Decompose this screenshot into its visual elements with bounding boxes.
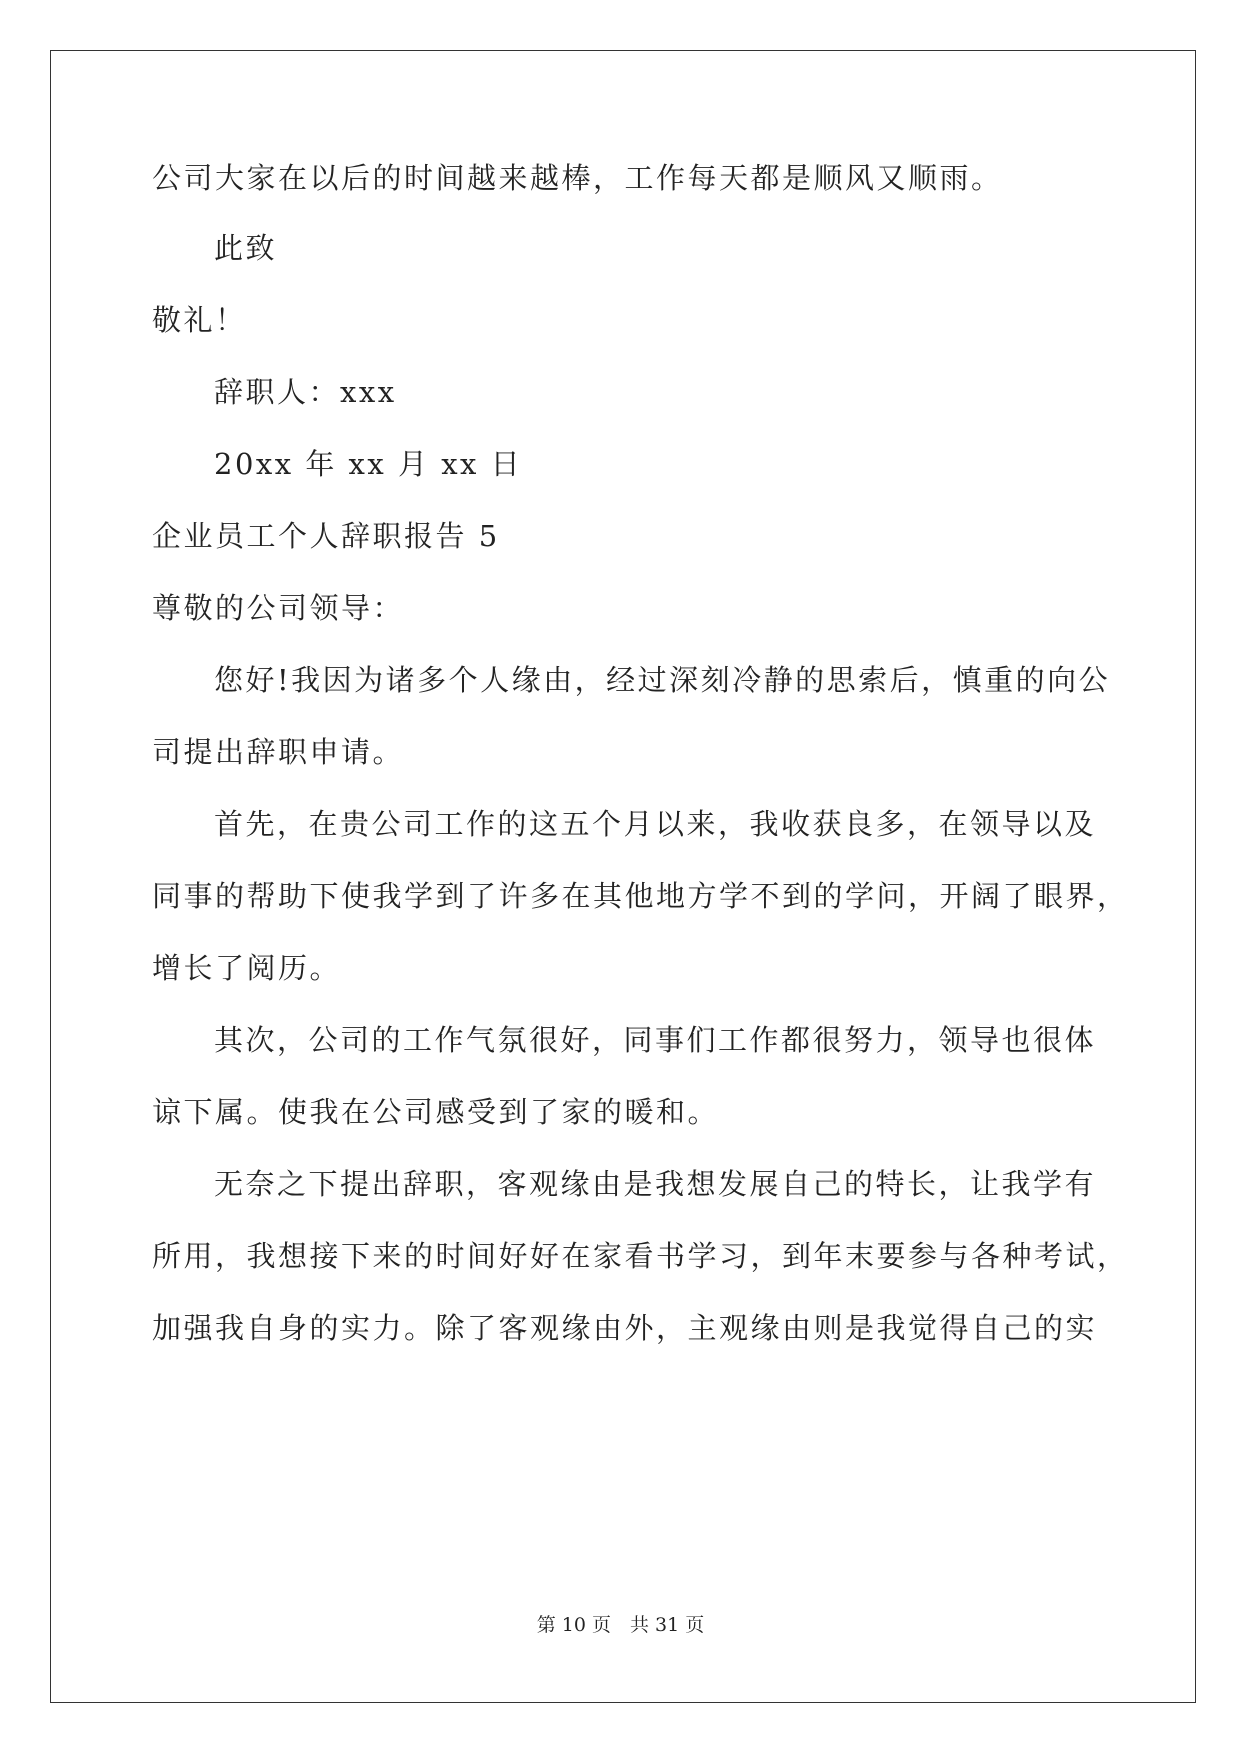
salutation: 尊敬的公司领导： <box>152 591 405 625</box>
text-line: 其次，公司的工作气氛很好，同事们工作都很努力，领导也很体 <box>214 1023 1097 1057</box>
page-footer <box>0 1612 1241 1638</box>
text-line: 辞职人：xxx <box>214 375 397 409</box>
text-line: 20xx 年 xx 月 xx 日 <box>214 447 523 481</box>
text-line: 公司大家在以后的时间越来越棒，工作每天都是顺风又顺雨。 <box>152 161 1003 195</box>
text-line: 谅下属。使我在公司感受到了家的暖和。 <box>152 1095 720 1129</box>
text-line: 无奈之下提出辞职，客观缘由是我想发展自己的特长，让我学有 <box>214 1167 1097 1201</box>
text-line: 敬礼！ <box>152 303 247 337</box>
text-line: 加强我自身的实力。除了客观缘由外，主观缘由则是我觉得自己的实 <box>152 1311 1098 1345</box>
page-number: 第 10 页 共 31 页 <box>536 1614 705 1636</box>
text-line: 您好!我因为诸多个人缘由，经过深刻冷静的思索后，慎重的向公 <box>214 663 1111 697</box>
section-title: 企业员工个人辞职报告 5 <box>152 519 500 553</box>
text-line: 此致 <box>214 231 278 265</box>
text-line: 所用，我想接下来的时间好好在家看书学习，到年末要参与各种考试， <box>152 1239 1129 1273</box>
text-line: 司提出辞职申请。 <box>152 735 405 769</box>
text-line: 增长了阅历。 <box>152 951 342 985</box>
text-line: 同事的帮助下使我学到了许多在其他地方学不到的学问，开阔了眼界， <box>152 879 1129 913</box>
text-line: 首先，在贵公司工作的这五个月以来，我收获良多，在领导以及 <box>214 807 1097 841</box>
